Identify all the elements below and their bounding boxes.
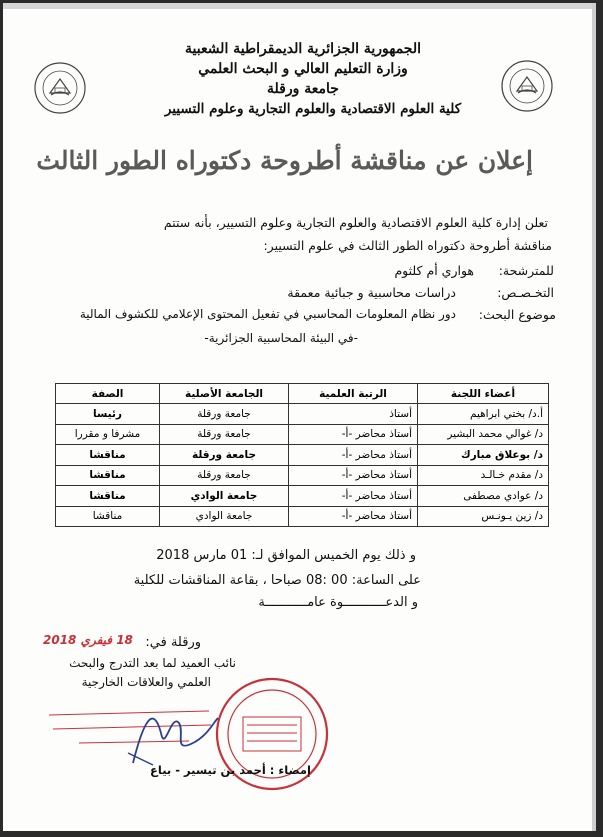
member-university: جامعة ورقلة xyxy=(160,445,289,466)
university-logo-icon xyxy=(500,59,554,113)
table-row xyxy=(56,465,549,486)
footer-place: ورقلة في: xyxy=(145,635,201,650)
candidate-label: للمترشحة: xyxy=(498,263,554,278)
member-role: مناقشا xyxy=(56,486,160,507)
footer-handwritten-date: 18 فيفري 2018 xyxy=(43,633,133,647)
table-row xyxy=(56,445,549,466)
committee-table xyxy=(55,383,549,527)
header-role: الصفة xyxy=(56,384,160,404)
schedule-time: على الساعة: 00 :08 صباحا ، بقاعة المناقشات للكلية xyxy=(133,573,421,588)
member-role: مشرفا و مقررا xyxy=(56,424,160,445)
member-university: جامعة ورقلة xyxy=(160,465,289,486)
member-name: د/ غوالي محمد البشير xyxy=(418,424,549,445)
header-republic: الجمهورية الجزائرية الديمقراطية الشعبية xyxy=(184,41,421,57)
intro-line-2: مناقشة أطروحة دكتوراه الطور الثالث في علوم التسيير: xyxy=(263,238,552,253)
member-name: د/ زين يـونـس xyxy=(418,506,549,527)
member-role: مناقشا xyxy=(56,465,160,486)
signature-icon xyxy=(113,693,223,773)
member-rank: أستاذ xyxy=(289,404,418,425)
member-university: جامعة الوادي xyxy=(160,506,289,527)
schedule-invitation: و الدعـــــــــــوة عامـــــــــــة xyxy=(258,595,418,610)
topic-line-2: -في البيئة المحاسبية الجزائرية- xyxy=(204,331,358,345)
footer-role-line-1: نائب العميد لما بعد التدرج والبحث xyxy=(69,656,236,670)
member-university: جامعة ورقلة xyxy=(160,404,289,425)
header-members: أعضاء اللجنة xyxy=(418,384,549,404)
table-row xyxy=(56,424,549,445)
member-rank: أستاذ محاضر -أ- xyxy=(289,465,418,486)
footer-role-line-2: العلمي والعلاقات الخارجية xyxy=(81,675,211,689)
scan-edge-right xyxy=(592,3,596,831)
table-row xyxy=(56,404,549,425)
scan-edge xyxy=(3,3,596,9)
header-university: الجامعة الأصلية xyxy=(160,384,289,404)
member-role: رئيسا xyxy=(56,404,160,425)
member-rank: أستاذ محاضر -أ- xyxy=(289,486,418,507)
specialty-value: دراسات محاسبية و جبائية معمقة xyxy=(287,285,456,300)
member-rank: أستاذ محاضر -أ- xyxy=(289,424,418,445)
member-name: د/ مقدم خـالـد xyxy=(418,465,549,486)
document-page xyxy=(3,3,596,831)
member-university: جامعة ورقلة xyxy=(160,424,289,445)
header-university: جامعة ورقلة xyxy=(267,81,339,97)
intro-line-1: تعلن إدارة كلية العلوم الاقتصادية والعلوم التجارية وعلوم التسيير، بأنه ستتم xyxy=(163,215,548,230)
schedule-date: و ذلك يوم الخميس الموافق لـ: 01 مارس 2018 xyxy=(156,548,416,563)
table-header-row xyxy=(56,384,549,404)
member-university: جامعة الوادي xyxy=(160,486,289,507)
member-name: د/ بوعلاق مبارك xyxy=(418,445,549,466)
member-rank: أستاذ محاضر -أ- xyxy=(289,506,418,527)
member-rank: أستاذ محاضر -أ- xyxy=(289,445,418,466)
header-ministry: وزارة التعليم العالي و البحث العلمي xyxy=(198,61,408,77)
university-logo-icon xyxy=(33,61,87,115)
signature-line: إمضاء : أحمد بن تيسير - بياع xyxy=(150,763,311,777)
announcement-title: إعلان عن مناقشة أطروحة دكتوراه الطور الثالث xyxy=(36,146,533,175)
topic-line-1: دور نظام المعلومات المحاسبي في تفعيل المحتوى الإعلامي للكشوف المالية xyxy=(79,307,456,321)
member-role: مناقشا xyxy=(56,445,160,466)
header-rank: الرتبة العلمية xyxy=(289,384,418,404)
table-row xyxy=(56,506,549,527)
candidate-name: هواري أم كلثوم xyxy=(394,263,474,278)
header-faculty: كلية العلوم الاقتصادية والعلوم التجارية وعلوم التسيير xyxy=(164,101,462,117)
member-name: أ.د/ بختي ابراهيم xyxy=(418,404,549,425)
topic-label: موضوع البحث: xyxy=(478,307,556,322)
specialty-label: التخـصـص: xyxy=(497,285,554,300)
table-row xyxy=(56,486,549,507)
member-name: د/ عوادي مصطفى xyxy=(418,486,549,507)
member-role: مناقشا xyxy=(56,506,160,527)
